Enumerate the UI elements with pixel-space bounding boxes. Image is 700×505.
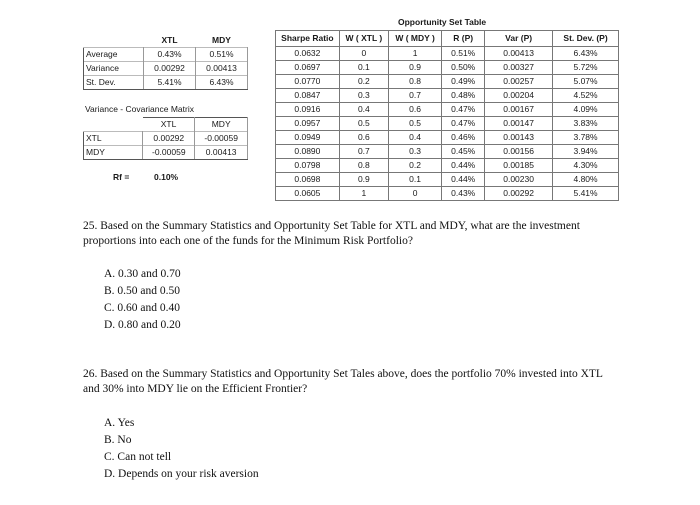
opportunity-cell-variance: 0.00230 (485, 173, 553, 187)
opportunity-header-w-xtl: W ( XTL ) (339, 31, 388, 47)
opportunity-row (276, 89, 619, 103)
opportunity-cell-sharpe: 0.0957 (276, 117, 340, 131)
covariance-cell-xtl: 0.00292 (143, 132, 195, 146)
summary-row-label: Variance (84, 62, 144, 76)
opportunity-cell-w-mdy: 0.3 (388, 145, 441, 159)
summary-header-mdy: MDY (212, 35, 231, 45)
opportunity-cell-w-xtl: 0.9 (339, 173, 388, 187)
opportunity-cell-w-mdy: 0.7 (388, 89, 441, 103)
opportunity-header-stdev: St. Dev. (P) (553, 31, 619, 47)
opportunity-cell-variance: 0.00147 (485, 117, 553, 131)
summary-row (84, 76, 248, 90)
opportunity-row (276, 47, 619, 61)
question-26-option-d[interactable]: D. Depends on your risk aversion (104, 468, 259, 480)
opportunity-cell-sharpe: 0.0847 (276, 89, 340, 103)
opportunity-cell-stdev: 4.30% (553, 159, 619, 173)
summary-row (84, 48, 248, 62)
opportunity-cell-stdev: 5.41% (553, 187, 619, 201)
risk-free-value: 0.10% (154, 172, 179, 182)
opportunity-cell-w-xtl: 0.8 (339, 159, 388, 173)
opportunity-row (276, 131, 619, 145)
opportunity-cell-sharpe: 0.0605 (276, 187, 340, 201)
question-25-option-a[interactable]: A. 0.30 and 0.70 (104, 268, 181, 280)
opportunity-header-return: R (P) (442, 31, 485, 47)
opportunity-cell-w-xtl: 0.2 (339, 75, 388, 89)
covariance-title: Variance - Covariance Matrix (85, 104, 194, 114)
summary-row-label: St. Dev. (84, 76, 144, 90)
opportunity-cell-return: 0.46% (442, 131, 485, 145)
summary-row-label: Average (84, 48, 144, 62)
opportunity-cell-w-xtl: 0.5 (339, 117, 388, 131)
opportunity-cell-w-mdy: 0.2 (388, 159, 441, 173)
opportunity-cell-w-xtl: 1 (339, 187, 388, 201)
question-26-options (104, 415, 259, 483)
covariance-row-label: XTL (84, 132, 143, 146)
covariance-header-row (84, 118, 248, 132)
opportunity-row (276, 75, 619, 89)
opportunity-cell-sharpe: 0.0770 (276, 75, 340, 89)
opportunity-cell-w-mdy: 0.9 (388, 61, 441, 75)
opportunity-cell-sharpe: 0.0697 (276, 61, 340, 75)
opportunity-cell-stdev: 5.07% (553, 75, 619, 89)
covariance-row (84, 146, 248, 160)
summary-header-blank (84, 34, 144, 48)
opportunity-cell-stdev: 4.52% (553, 89, 619, 103)
summary-cell-mdy: 0.51% (196, 48, 248, 62)
opportunity-cell-stdev: 3.83% (553, 117, 619, 131)
opportunity-cell-w-xtl: 0.4 (339, 103, 388, 117)
summary-statistics-table (83, 34, 248, 90)
opportunity-cell-w-xtl: 0.6 (339, 131, 388, 145)
covariance-header-blank (84, 118, 143, 132)
summary-header-xtl: XTL (161, 35, 178, 45)
covariance-row-label: MDY (84, 146, 143, 160)
opportunity-row (276, 145, 619, 159)
question-26-option-a[interactable]: A. Yes (104, 417, 135, 429)
opportunity-cell-sharpe: 0.0916 (276, 103, 340, 117)
opportunity-cell-variance: 0.00185 (485, 159, 553, 173)
covariance-header-xtl: XTL (143, 118, 195, 132)
opportunity-cell-sharpe: 0.0698 (276, 173, 340, 187)
opportunity-row (276, 187, 619, 201)
opportunity-row (276, 103, 619, 117)
opportunity-cell-return: 0.48% (442, 89, 485, 103)
opportunity-row (276, 61, 619, 75)
opportunity-cell-variance: 0.00143 (485, 131, 553, 145)
opportunity-row (276, 117, 619, 131)
opportunity-cell-return: 0.49% (442, 75, 485, 89)
summary-cell-xtl: 5.41% (144, 76, 196, 90)
summary-cell-mdy: 6.43% (196, 76, 248, 90)
opportunity-cell-return: 0.43% (442, 187, 485, 201)
opportunity-cell-w-mdy: 0 (388, 187, 441, 201)
opportunity-cell-w-xtl: 0 (339, 47, 388, 61)
opportunity-cell-variance: 0.00292 (485, 187, 553, 201)
covariance-header-mdy: MDY (195, 118, 248, 132)
summary-cell-xtl: 0.00292 (144, 62, 196, 76)
covariance-matrix-table (83, 117, 248, 160)
opportunity-cell-sharpe: 0.0949 (276, 131, 340, 145)
opportunity-cell-sharpe: 0.0798 (276, 159, 340, 173)
opportunity-header-sharpe: Sharpe Ratio (276, 31, 340, 47)
opportunity-cell-variance: 0.00413 (485, 47, 553, 61)
opportunity-cell-stdev: 5.72% (553, 61, 619, 75)
opportunity-cell-stdev: 4.80% (553, 173, 619, 187)
opportunity-row (276, 173, 619, 187)
opportunity-cell-return: 0.47% (442, 117, 485, 131)
opportunity-cell-w-mdy: 0.8 (388, 75, 441, 89)
opportunity-cell-return: 0.47% (442, 103, 485, 117)
opportunity-cell-w-mdy: 0.1 (388, 173, 441, 187)
covariance-row (84, 132, 248, 146)
covariance-cell-xtl: -0.00059 (143, 146, 195, 160)
opportunity-header-row (276, 31, 619, 47)
opportunity-cell-w-mdy: 0.4 (388, 131, 441, 145)
question-25-text: 25. Based on the Summary Statistics and Opportunity Set Table for XTL and MDY, what are the investment proportions into each one of the funds for the Minimum Risk Portfolio? (83, 220, 580, 247)
opportunity-cell-stdev: 3.78% (553, 131, 619, 145)
question-26-option-b[interactable]: B. No (104, 434, 132, 446)
opportunity-cell-return: 0.44% (442, 159, 485, 173)
summary-cell-mdy: 0.00413 (196, 62, 248, 76)
opportunity-cell-variance: 0.00327 (485, 61, 553, 75)
question-25-options (104, 266, 181, 334)
covariance-cell-mdy: 0.00413 (195, 146, 248, 160)
opportunity-header-w-mdy: W ( MDY ) (388, 31, 441, 47)
opportunity-cell-stdev: 4.09% (553, 103, 619, 117)
question-26-text: 26. Based on the Summary Statistics and Opportunity Set Tales above, does the portfolio 70% invested into XTL and 30% into MDY lie on the Efficient Frontier? (83, 368, 603, 395)
opportunity-cell-w-xtl: 0.3 (339, 89, 388, 103)
opportunity-cell-stdev: 3.94% (553, 145, 619, 159)
opportunity-cell-w-mdy: 1 (388, 47, 441, 61)
opportunity-cell-return: 0.44% (442, 173, 485, 187)
opportunity-cell-w-xtl: 0.7 (339, 145, 388, 159)
opportunity-header-variance: Var (P) (485, 31, 553, 47)
risk-free-label: Rf = (113, 172, 130, 182)
opportunity-cell-w-mdy: 0.5 (388, 117, 441, 131)
opportunity-cell-stdev: 6.43% (553, 47, 619, 61)
covariance-cell-mdy: -0.00059 (195, 132, 248, 146)
opportunity-set-title: Opportunity Set Table (398, 17, 487, 27)
opportunity-cell-return: 0.50% (442, 61, 485, 75)
summary-header-row (84, 34, 248, 48)
opportunity-set-table (275, 30, 619, 201)
question-25-option-c[interactable]: C. 0.60 and 0.40 (104, 302, 181, 314)
opportunity-cell-sharpe: 0.0890 (276, 145, 340, 159)
opportunity-cell-w-mdy: 0.6 (388, 103, 441, 117)
summary-row (84, 62, 248, 76)
opportunity-cell-return: 0.51% (442, 47, 485, 61)
opportunity-cell-sharpe: 0.0632 (276, 47, 340, 61)
opportunity-cell-variance: 0.00156 (485, 145, 553, 159)
question-25-option-b[interactable]: B. 0.50 and 0.50 (104, 285, 181, 297)
opportunity-row (276, 159, 619, 173)
opportunity-cell-variance: 0.00204 (485, 89, 553, 103)
question-25-option-d[interactable]: D. 0.80 and 0.20 (104, 319, 181, 331)
question-26-option-c[interactable]: C. Can not tell (104, 451, 172, 463)
opportunity-cell-return: 0.45% (442, 145, 485, 159)
summary-cell-xtl: 0.43% (144, 48, 196, 62)
opportunity-cell-variance: 0.00257 (485, 75, 553, 89)
opportunity-cell-variance: 0.00167 (485, 103, 553, 117)
opportunity-cell-w-xtl: 0.1 (339, 61, 388, 75)
